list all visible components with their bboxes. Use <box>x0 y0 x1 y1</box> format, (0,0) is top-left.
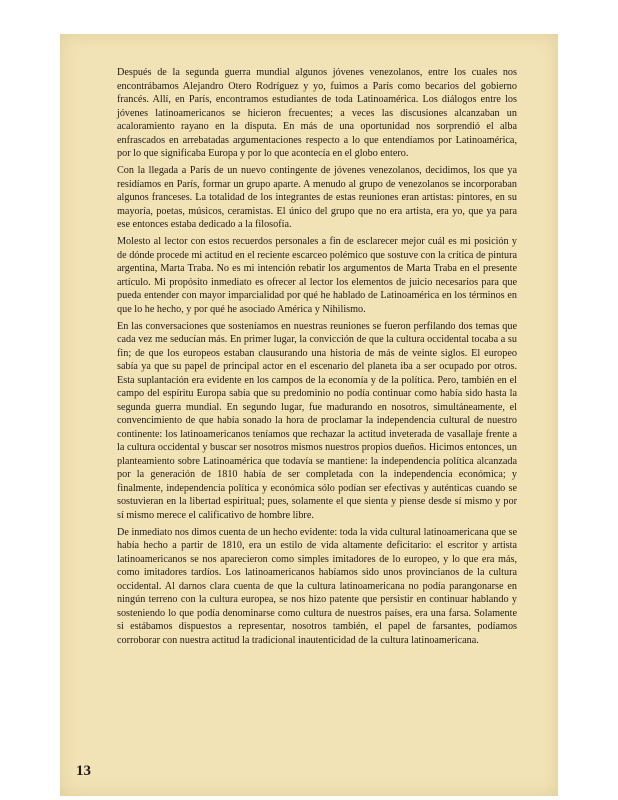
paragraph: Molesto al lector con estos recuerdos personales a fin de esclarecer mejor cuál es mi posición y de dónde procede mi actitud en el reciente escarceo polémico que sostuve con la crítica de pintura argentina, Marta Traba. No es mi intención rebatir los argumentos de Marta Traba en el presente artículo. Mi propósito inmediato es ofrecer al lector los elementos de juicio necesarios para que pueda entender con mayor imparcialidad por qué he hablado de Latinoamérica en los términos en que lo he hecho, y por qué he asociado América y Nihilismo. <box>117 236 517 315</box>
body-text <box>117 66 517 651</box>
paragraph: De inmediato nos dimos cuenta de un hecho evidente: toda la vida cultural latinoamericana que se había hecho a partir de 1810, era un estilo de vida altamente deficitario: el escritor y artista latinoamericanos se nos aparecieron como simples imitadores de lo europeo, y lo que era más, como imitadores tardíos. Los latinoamericanos habíamos sido unos provincianos de la cultura occidental. Al darnos clara cuenta de que la cultura latinoamericana no podía parangonarse en ningún terreno con la cultura europea, se nos hizo patente que persistir en continuar hablando y sosteniendo lo que podía denominarse como cultura de nuestros países, era una farsa. Solamente si estábamos dispuestos a representar, nosotros también, el papel de farsantes, podíamos corroborar con nuestra actitud la tradicional inautenticidad de la cultura latinoamericana. <box>117 526 517 646</box>
paragraph: En las conversaciones que sosteníamos en nuestras reuniones se fueron perfilando dos temas que cada vez me seducían más. En primer lugar, la convicción de que la cultura occidental tocaba a su fin; de que los europeos estaban clausurando una historia de más de veinte siglos. El europeo sabía ya que su papel de principal actor en el escenario del planeta iba a ser ocupado por otros. Esta suplantación era evidente en los campos de la economía y de la política. Pero, también en el campo del espíritu Europa sabía que su predominio no podía continuar como había sido hasta la segunda guerra mundial. En segundo lugar, fue madurando en nosotros, simultáneamente, el convencimiento de que había sonado la hora de proclamar la independencia cultural de nuestro continente: los latinoamericanos teníamos que rechazar la actitud inveterada de vasallaje frente a la cultura occidental y buscar ser nosotros mismos nuestros propios dueños. Hicimos entonces, un planteamiento sobre Latinoamérica que todavía se mantiene: la independencia política alcanzada por la generación de 1810 había de ser completada con la independencia económica; y finalmente, independencia política y económica sólo podían ser efectivas y auténticas cuando se sostuvieran en la libertad espiritual; pues, solamente el que sienta y piense desde sí mismo y por sí mismo merece el calificativo de hombre libre. <box>117 320 517 521</box>
page-number: 13 <box>76 763 91 779</box>
paragraph: Con la llegada a París de un nuevo contingente de jóvenes venezolanos, decidimos, los que ya residíamos en París, formar un grupo aparte. A menudo al grupo de venezolanos se incorporaban algunos franceses. La totalidad de los integrantes de estas reuniones eran artistas: pintores, en su mayoría, poetas, músicos, ceramistas. El único del grupo que no era artista, era yo, que ya para ese entonces estaba dedicado a la filosofía. <box>117 165 517 231</box>
paragraph: Después de la segunda guerra mundial algunos jóvenes venezolanos, entre los cuales nos encontrábamos Alejandro Otero Rodríguez y yo, fuimos a París como becarios del gobierno francés. Allí, en París, encontramos estudiantes de toda Latinoamérica. Los diálogos entre los jóvenes latinoamericanos se hicieron frecuentes; a veces las discusiones alcanzaban un acaloramiento rayano en la disputa. En más de una oportunidad nos sorprendió el alba enfrascados en arrebatadas argumentaciones respecto a lo que entendíamos por Latinoamérica, por lo que significaba Europa y por lo que acontecía en el globo entero. <box>117 67 517 159</box>
